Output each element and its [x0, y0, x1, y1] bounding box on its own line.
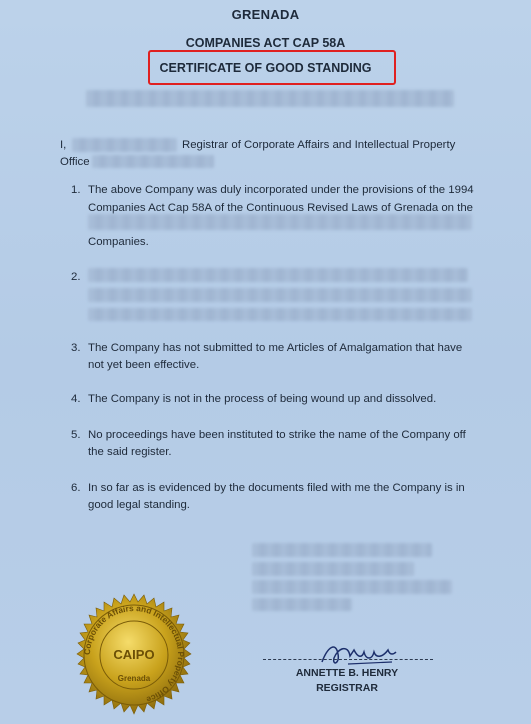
redacted-company-name — [86, 90, 454, 107]
redacted-issue-details — [252, 598, 352, 611]
redacted-date — [88, 214, 472, 230]
item-text: not yet been effective. — [88, 359, 200, 371]
gold-seal-icon — [72, 593, 196, 717]
redacted-item-text — [88, 288, 472, 302]
act-heading: COMPANIES ACT CAP 58A — [185, 36, 346, 50]
redacted-issue-details — [252, 562, 414, 576]
item-text: In so far as is evidenced by the documents filed with me the Company is in — [88, 482, 465, 494]
seal-bottom-text: Grenada — [117, 674, 151, 683]
item-text: good legal standing. — [88, 499, 190, 511]
intro-prefix: I, — [60, 139, 67, 151]
redacted-office-details — [92, 155, 214, 168]
certificate-title: CERTIFICATE OF GOOD STANDING — [159, 61, 372, 75]
signatory-title: REGISTRAR — [316, 682, 378, 694]
item-number: 6. — [71, 482, 81, 494]
intro-text: Registrar of Corporate Affairs and Intellectual Property — [182, 139, 456, 151]
item-number: 5. — [71, 429, 81, 441]
signature-line — [263, 659, 433, 660]
seal-center-text: CAIPO — [113, 647, 155, 662]
item-text: the said register. — [88, 446, 172, 458]
item-text: The above Company was duly incorporated under the provisions of the 1994 — [88, 184, 474, 196]
item-text: Companies Act Cap 58A of the Continuous Revised Laws of Grenada on the — [88, 202, 473, 214]
redacted-registrar-name — [72, 138, 177, 152]
handwritten-signature-icon — [318, 636, 398, 670]
item-text: The Company is not in the process of being wound up and dissolved. — [88, 393, 437, 405]
item-number: 4. — [71, 393, 81, 405]
redacted-item-text — [88, 308, 472, 321]
intro-office: Office — [60, 156, 90, 168]
seal-ring-text: Corporate Affairs and Intellectual Property Office — [81, 602, 187, 706]
country-heading: GRENADA — [231, 7, 300, 22]
item-number: 2. — [71, 271, 81, 283]
item-text: Companies. — [88, 236, 149, 248]
item-text: No proceedings have been instituted to strike the name of the Company off — [88, 429, 466, 441]
redacted-item-text — [88, 268, 468, 282]
signatory-name: ANNETTE B. HENRY — [295, 667, 399, 679]
item-number: 3. — [71, 342, 81, 354]
item-text: The Company has not submitted to me Articles of Amalgamation that have — [88, 342, 463, 354]
item-number: 1. — [71, 184, 81, 196]
redacted-issue-details — [252, 543, 432, 557]
redacted-issue-details — [252, 580, 452, 594]
